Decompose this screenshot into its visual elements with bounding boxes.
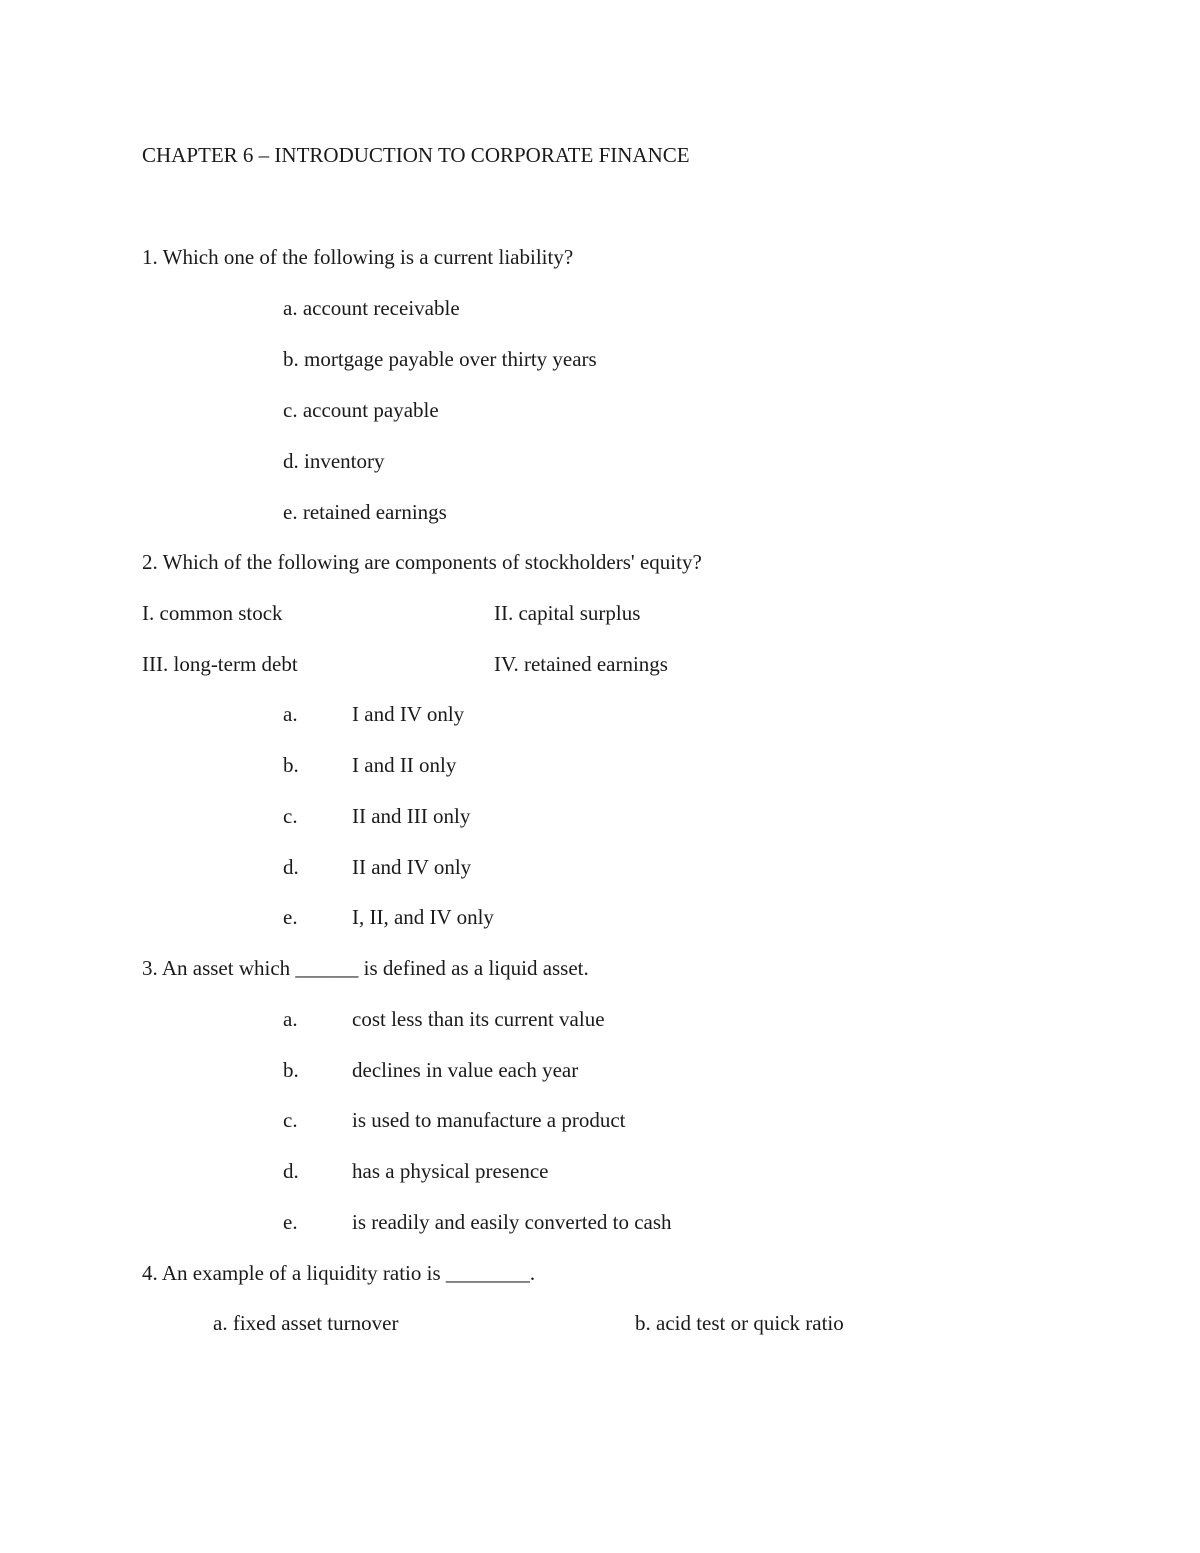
question-2-option-b-letter: b.	[283, 753, 299, 777]
question-2-item-i: I. common stock	[142, 601, 283, 625]
question-1-option-c: c. account payable	[283, 398, 439, 422]
question-3-option-b-letter: b.	[283, 1058, 299, 1082]
question-3-option-a-text: cost less than its current value	[352, 1007, 605, 1031]
question-2-item-iv: IV. retained earnings	[494, 652, 668, 676]
question-2-item-iii: III. long-term debt	[142, 652, 298, 676]
question-3-option-c-text: is used to manufacture a product	[352, 1108, 626, 1132]
chapter-title: CHAPTER 6 – INTRODUCTION TO CORPORATE FINANCE	[142, 143, 690, 167]
question-2-option-e-letter: e.	[283, 905, 298, 929]
question-3-option-c-letter: c.	[283, 1108, 298, 1132]
question-4-option-a: a. fixed asset turnover	[213, 1311, 399, 1335]
question-4-option-b: b. acid test or quick ratio	[635, 1311, 844, 1335]
question-2-option-a-text: I and IV only	[352, 702, 465, 726]
question-2-option-d-letter: d.	[283, 855, 299, 879]
question-2-item-ii: II. capital surplus	[494, 601, 641, 625]
question-1-option-a: a. account receivable	[283, 296, 460, 320]
question-1-stem: 1. Which one of the following is a current liability?	[142, 245, 574, 269]
question-1-option-d: d. inventory	[283, 449, 385, 473]
question-1-option-e: e. retained earnings	[283, 500, 447, 524]
question-2-option-d-text: II and IV only	[352, 855, 472, 879]
question-3-option-a-letter: a.	[283, 1007, 298, 1031]
question-3-stem: 3. An asset which ______ is defined as a liquid asset.	[142, 956, 589, 980]
question-1-option-b: b. mortgage payable over thirty years	[283, 347, 597, 371]
question-3-option-e-text: is readily and easily converted to cash	[352, 1210, 672, 1234]
question-2-option-e-text: I, II, and IV only	[352, 905, 494, 929]
question-2-option-b-text: I and II only	[352, 753, 457, 777]
question-3-option-b-text: declines in value each year	[352, 1058, 579, 1082]
question-3-option-d-text: has a physical presence	[352, 1159, 549, 1183]
question-2-option-c-letter: c.	[283, 804, 298, 828]
question-2-option-c-text: II and III only	[352, 804, 471, 828]
question-2-stem: 2. Which of the following are components of stockholders' equity?	[142, 550, 702, 574]
question-3-option-e-letter: e.	[283, 1210, 298, 1234]
question-4-stem: 4. An example of a liquidity ratio is ________.	[142, 1261, 536, 1285]
question-3-option-d-letter: d.	[283, 1159, 299, 1183]
question-2-option-a-letter: a.	[283, 702, 298, 726]
